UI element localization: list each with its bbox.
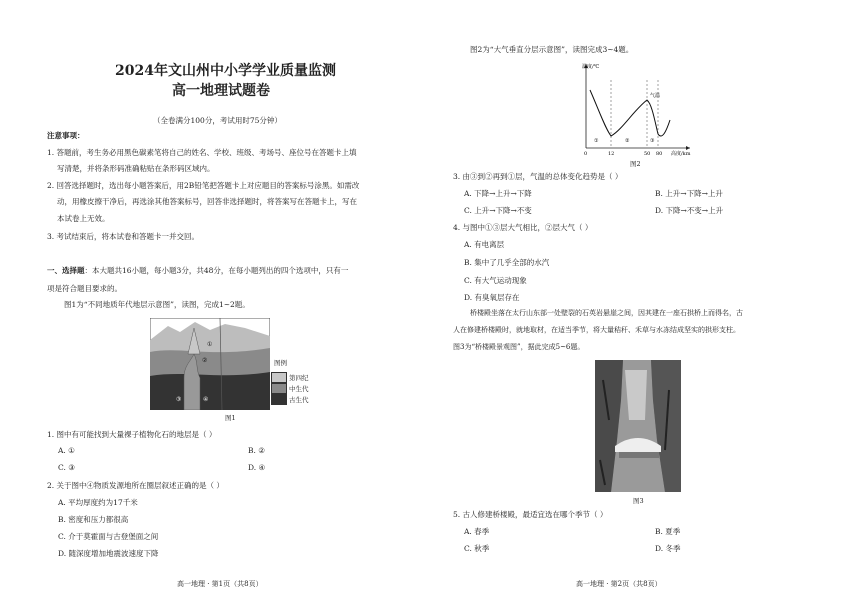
legend-label: 古生代	[289, 396, 309, 404]
legend-title: 图例	[274, 359, 287, 367]
page-footer: 高一地理 · 第2页（共8页）	[576, 580, 662, 588]
notice-line: 3. 考试结束后，将本试卷和答题卡一并交回。	[47, 232, 200, 241]
page-footer: 高一地理 · 第1页（共8页）	[177, 580, 263, 588]
notice-line: 本试卷上无效。	[57, 214, 110, 223]
q4-option-a: A. 有电离层	[464, 240, 505, 249]
q3-option-a: A. 下降→上升→下降	[464, 189, 532, 198]
fig2-curve-label: 气温	[650, 93, 661, 99]
question-1: 1. 图中有可能找到大量裸子植物化石的地层是（ ）	[47, 430, 217, 439]
fig2-ylabel: 温度/℃	[582, 64, 600, 70]
q1-option-a: A. ①	[58, 446, 75, 455]
tick-80: 80	[656, 151, 663, 157]
marker-1: ①	[207, 341, 213, 348]
zone-1: ①	[594, 138, 599, 144]
zone-2: ②	[625, 138, 630, 144]
q4-option-d: D. 有臭氧层存在	[464, 293, 520, 302]
legend-label: 中生代	[289, 385, 309, 393]
notice-line: 动，用橡皮擦干净后，再选涂其他答案标号，回答非选择题时，将答案写在答题卡上，写在	[57, 197, 357, 206]
q2-option-a: A. 平均厚度约为17千米	[58, 498, 138, 507]
question-2: 2. 关于图中④物质发源地所在圈层叙述正确的是（ ）	[47, 481, 224, 490]
q3-option-c: C. 上升→下降→不变	[464, 206, 532, 215]
notice-title: 注意事项：	[47, 131, 85, 140]
q3-option-b: B. 上升→下降→上升	[655, 189, 723, 198]
q5-option-d: D. 冬季	[655, 544, 681, 553]
tick-50: 50	[644, 151, 651, 157]
passage-line: 图3为“桥楼殿景观图”，据此完成5~6题。	[453, 343, 585, 351]
q5-option-a: A. 春季	[464, 527, 490, 536]
question-4: 4. 与图中①③层大气相比，②层大气（ ）	[453, 223, 593, 232]
q1-option-b: B. ②	[248, 446, 266, 455]
fig1-intro: 图1为“不同地质年代地层示意图”，读图，完成1~2题。	[64, 300, 250, 309]
legend-swatch-mesozoic	[271, 383, 287, 394]
section-desc-line2: 项是符合题目要求的。	[47, 284, 122, 293]
passage-line: 桥楼殿坐落在太行山东部一处壁裂的石英岩悬崖之间，因其建在一座石拱桥上而得名，古	[470, 309, 743, 317]
section-heading	[47, 266, 348, 276]
notice-line: 写清楚，并将条形码准确粘贴在条形码区域内。	[57, 164, 215, 173]
q3-option-d: D. 下降→不变→上升	[655, 206, 724, 215]
legend-swatch-quaternary	[271, 372, 287, 383]
question-5: 5. 古人修建桥楼殿，最适宜选在哪个季节（ ）	[453, 510, 608, 519]
score-info: （全卷满分100分，考试用时75分钟）	[153, 116, 282, 125]
question-3: 3. 由③到②再到①层，气温的总体变化趋势是（ ）	[453, 172, 623, 181]
bridge-photo	[595, 360, 681, 492]
exam-title: 2024年文山州中小学学业质量监测	[115, 63, 336, 79]
q1-option-c: C. ③	[58, 463, 75, 472]
passage-line: 人在修建桥楼殿时，就地取材，在适当季节，将大量秸秆、禾草与水冻结成坚实的拱形支柱。	[453, 326, 740, 334]
tick-0: 0	[584, 151, 588, 157]
q5-option-b: B. 夏季	[655, 527, 681, 536]
fig2-xlabel: 高度/km	[671, 151, 691, 157]
q1-option-d: D. ④	[248, 463, 266, 472]
section-label: 一、选择题	[47, 266, 85, 275]
fig2-caption: 图2	[630, 160, 641, 168]
marker-2: ②	[202, 357, 208, 364]
q4-option-b: B. 集中了几乎全部的水汽	[464, 258, 550, 267]
q2-option-b: B. 密度和压力都很高	[58, 515, 129, 524]
legend-label: 第四纪	[289, 374, 309, 382]
q4-option-c: C. 有大气运动现象	[464, 276, 527, 285]
fig3-caption: 图3	[633, 497, 644, 505]
q2-option-d: D. 随深度增加地震波速度下降	[58, 549, 159, 558]
strata-figure	[150, 318, 270, 410]
tick-12: 12	[608, 151, 615, 157]
notice-line: 2. 回答选择题时，选出每小题答案后，用2B铅笔把答题卡上对应题目的答案标号涂黑。如需改	[47, 181, 360, 190]
legend-swatch-paleozoic	[271, 394, 287, 405]
fig1-caption: 图1	[225, 414, 236, 422]
zone-3: ③	[650, 138, 655, 144]
q2-option-c: C. 介于莫霍面与古登堡面之间	[58, 532, 159, 541]
q5-option-c: C. 秋季	[464, 544, 490, 553]
section-desc: ：本大题共16小题，每小题3分，共48分，在每小题列出的四个选项中，只有一	[84, 266, 349, 275]
exam-subtitle: 高一地理试题卷	[172, 83, 270, 99]
notice-line: 1. 答题前，考生务必用黑色碳素笔将自己的姓名、学校、班级、考场号、座位号在答题卡上填	[47, 148, 357, 157]
marker-3: ③	[176, 396, 182, 403]
marker-4: ④	[203, 396, 209, 403]
atmosphere-figure	[580, 60, 700, 158]
fig2-intro: 图2为“大气垂直分层示意图”，读图完成3~4题。	[470, 45, 634, 54]
